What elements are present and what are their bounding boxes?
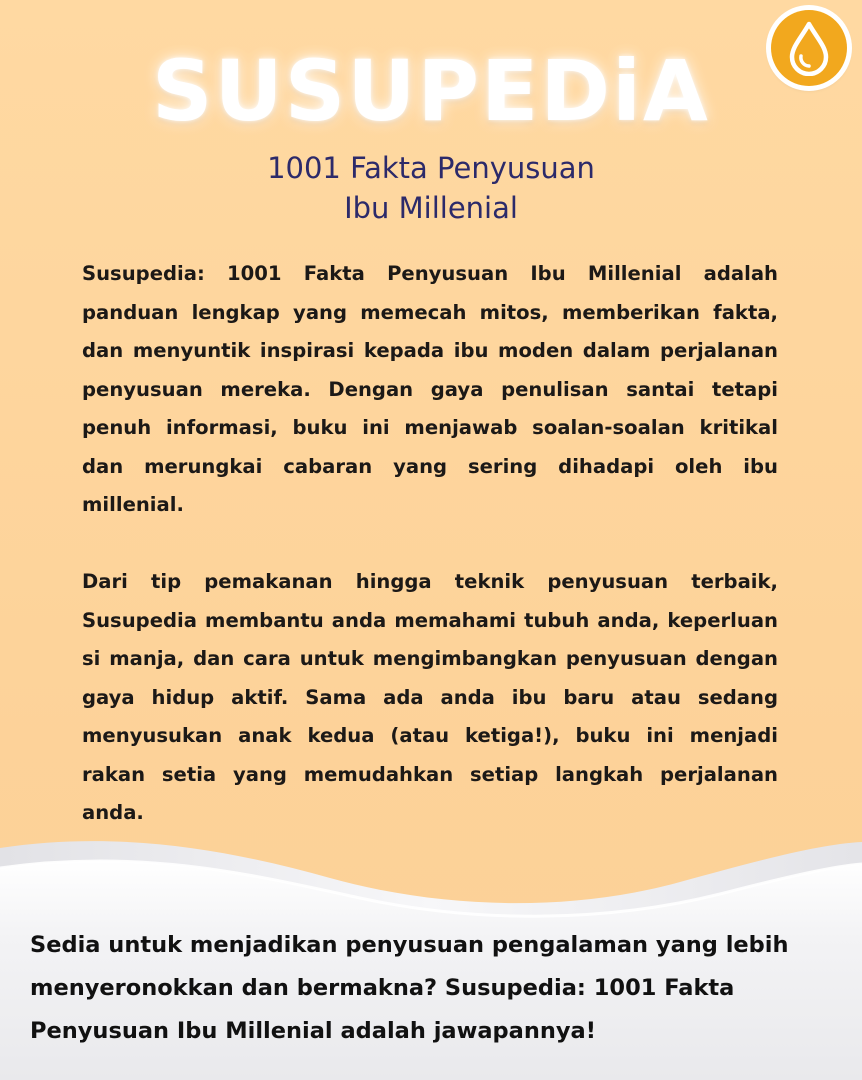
subtitle: [0, 148, 862, 228]
subtitle-line-2: Ibu Millenial: [344, 191, 518, 225]
call-to-action-text: Sedia untuk menjadikan penyusuan pengalaman yang lebih menyeronokkan dan bermakna? Susupedia: 1001 Fakta Penyusuan Ibu Millenial adalah jawapannya!: [30, 932, 789, 1044]
description-paragraph-1: Susupedia: 1001 Fakta Penyusuan Ibu Millenial adalah panduan lengkap yang memecah mitos, memberikan fakta, dan menyuntik inspirasi kepada ibu moden dalam perjalanan penyusuan mereka. Dengan gaya penulisan santai tetapi penuh informasi, buku ini menjawab soalan-soalan kritikal dan merungkai cabaran yang sering dihadapi oleh ibu millenial.: [82, 262, 778, 516]
subtitle-line-1: 1001 Fakta Penyusuan: [267, 151, 595, 185]
description-paragraph-2: Dari tip pemakanan hingga teknik penyusuan terbaik, Susupedia membantu anda memahami tubuh anda, keperluan si manja, dan cara untuk mengimbangkan penyusuan dengan gaya hidup aktif. Sama ada anda ibu baru atau sedang menyusukan anak kedua (atau ketiga!), buku ini menjadi rakan setia yang memudahkan setiap langkah perjalanan anda.: [82, 570, 778, 824]
brand-title: SUSUPEDiA: [152, 42, 710, 140]
